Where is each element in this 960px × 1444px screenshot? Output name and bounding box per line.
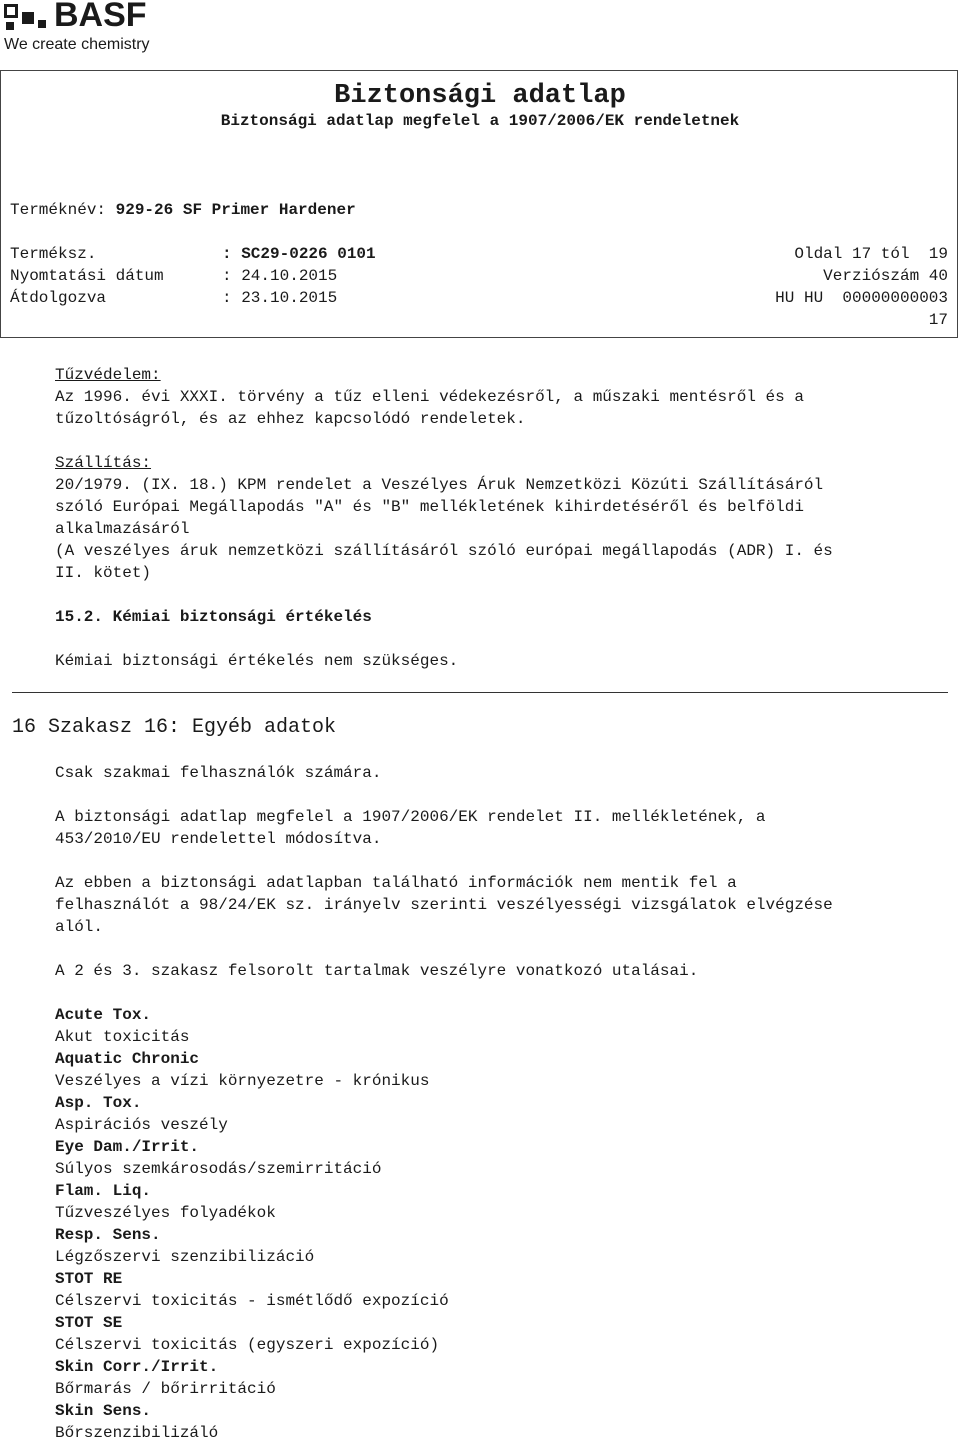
basf-tagline: We create chemistry [4,36,150,53]
transport-line: II. kötet) [55,564,152,582]
abbreviation-meaning: Célszervi toxicitás - ismétlődő expozíció [55,1292,449,1310]
subsection-number: 15.2. [55,608,104,626]
transport-heading: Szállítás: [55,454,152,472]
abbreviation-meaning: Célszervi toxicitás (egyszeri expozíció) [55,1336,440,1354]
fire-protection-line: tűzoltóságról, és az ehhez kapcsolódó rendeletek. [55,410,526,428]
page-indicator: Oldal 17 tól 19 [794,245,948,263]
transport-line: 20/1979. (IX. 18.) KPM rendelet a Veszélyes Áruk Nemzetközi Közúti Szállításáról [55,476,824,494]
abbreviation-meaning: Súlyos szemkárosodás/szemirritáció [55,1160,382,1178]
document-code-suffix: 17 [928,311,948,329]
header-row-revised-label: Átdolgozva [10,289,107,307]
document-code: HU HU 00000000003 [775,289,948,307]
disclaimer-line: alól. [55,918,104,936]
abbreviation-meaning: Bőrszenzibilizáló [55,1424,219,1442]
section-divider [12,692,948,693]
abbreviation-term: STOT SE [55,1314,123,1332]
transport-line: szóló Európai Megállapodás "A" és "B" mellékletének kihirdetéséről és belföldi [55,498,804,516]
fire-protection-line: Az 1996. évi XXXI. törvény a tűz elleni védekezésről, a műszaki mentésről és a [55,388,804,406]
disclaimer-line: felhasználót a 98/24/EK sz. irányelv szerinti veszélyességi vizsgálatok elvégzése [55,896,833,914]
abbreviation-term: Skin Sens. [55,1402,152,1420]
header-row-print-date-label: Nyomtatási dátum [10,267,164,285]
abbreviation-meaning: Akut toxicitás [55,1028,190,1046]
basf-logo-mark [4,4,46,30]
header-row-product-number-label: Terméksz. [10,245,97,263]
chemical-safety-assessment-text: Kémiai biztonsági értékelés nem szükséges. [55,652,459,670]
abbreviation-term: Aquatic Chronic [55,1050,200,1068]
version-number: Verziószám 40 [823,267,948,285]
subsection-title: Kémiai biztonsági értékelés [112,608,372,626]
abbreviation-term: Acute Tox. [55,1006,152,1024]
product-name: 929-26 SF Primer Hardener [115,201,356,219]
fire-protection-heading: Tűzvédelem: [55,366,161,384]
abbreviation-term: STOT RE [55,1270,123,1288]
subsection-15-2-heading [55,606,950,628]
abbreviation-term: Flam. Liq. [55,1182,152,1200]
header-row-product-number-value: : SC29-0226 0101 [222,245,376,263]
product-label: Terméknév: [10,201,107,219]
transport-line: (A veszélyes áruk nemzetközi szállításáról szóló európai megállapodás (ADR) I. és [55,542,833,560]
basf-logo-word: BASF [54,0,147,34]
abbreviation-meaning: Veszélyes a vízi környezetre - krónikus [55,1072,430,1090]
abbreviation-list [55,1004,950,1444]
abbreviation-meaning: Aspirációs veszély [55,1116,228,1134]
section-15-body [55,364,950,672]
abbreviation-meaning: Bőrmarás / bőrirritáció [55,1380,276,1398]
regulation-line: A biztonsági adatlap megfelel a 1907/2006/EK rendelet II. mellékletének, a [55,808,766,826]
abbreviation-term: Skin Corr./Irrit. [55,1358,219,1376]
regulation-line: 453/2010/EU rendelettel módosítva. [55,830,382,848]
document-subtitle: Biztonsági adatlap megfelel a 1907/2006/EK rendeletnek [220,112,740,130]
transport-line: alkalmazásáról [55,520,190,538]
professional-users-note: Csak szakmai felhasználók számára. [55,764,382,782]
header-row-print-date-value: : 24.10.2015 [222,267,338,285]
hazard-statements-intro: A 2 és 3. szakasz felsorolt tartalmak veszélyre vonatkozó utalásai. [55,962,699,980]
abbreviation-meaning: Tűzveszélyes folyadékok [55,1204,276,1222]
abbreviation-meaning: Légzőszervi szenzibilizáció [55,1248,315,1266]
product-name-line [10,199,356,221]
section-16-heading: 16 Szakasz 16: Egyéb adatok [12,716,337,739]
section-16-body [55,762,950,1444]
document-title: Biztonsági adatlap [334,81,626,111]
abbreviation-term: Resp. Sens. [55,1226,161,1244]
disclaimer-line: Az ebben a biztonsági adatlapban található információk nem mentik fel a [55,874,737,892]
abbreviation-term: Asp. Tox. [55,1094,142,1112]
abbreviation-term: Eye Dam./Irrit. [55,1138,200,1156]
header-row-revised-value: : 23.10.2015 [222,289,338,307]
